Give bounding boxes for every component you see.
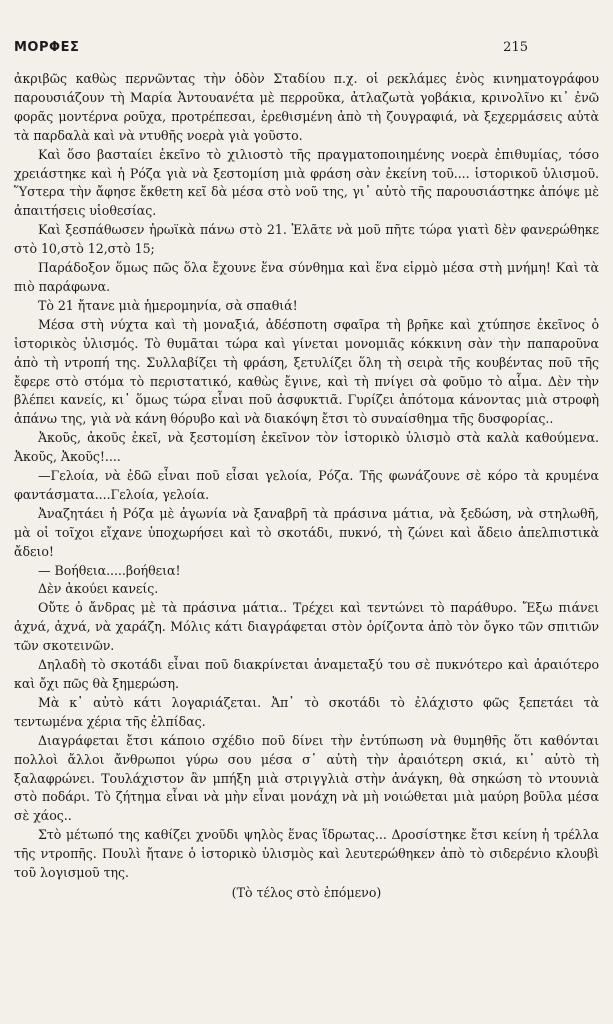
paragraph: — Βοήθεια.....βοήθεια! [38,562,181,578]
paragraph: Ἀναζητάει ἡ Ρόζα μὲ ἀγωνία νὰ ξαναβρῆ τὰ πράσινα μάτια, νὰ ξεδώση, νὰ στηλωθῆ, μὰ οἱ τοῖχοι εἴχανε ὑποχωρήσει καὶ τὸ σκοτάδι, πυκνό, τὴ ζώνει καὶ ἄδειο ἀπελπιστικὰ ἄδειο! [14,505,599,559]
paragraph: Καὶ ξεσπάθωσεν ἡρωϊκὰ πάνω στὸ 21. Ἐλᾶτε νὰ μοῦ πῆτε τώρα γιατὶ δὲν φανερώθηκε στὸ 10,στὸ 12,στὸ 15; [14,222,599,257]
paragraph: Μὰ κ᾽ αὐτὸ κάτι λογαριάζεται. Ἀπ᾽ τὸ σκοτάδι τὸ ἐλάχιστο φῶς ξεπετάει τὰ τεντωμένα χέρια τῆς ἐλπίδας. [14,694,599,729]
paragraph: Ἀκοῦς, ἀκοῦς ἐκεῖ, νὰ ξεστομίση ἐκεῖνον τὸν ἱστορικὸ ὑλισμὸ στὰ καλὰ καθούμενα. Ἀκοῦς, Ἀκοῦς!.... [14,430,599,465]
paragraph: Τὸ 21 ἤτανε μιὰ ἡμερομηνία, σὰ σπαθιά! [38,297,298,313]
paragraph: Διαγράφεται ἔτσι κάποιο σχέδιο ποῦ δίνει τὴν ἐντύπωση νὰ θυμηθῆς ὅτι καθόνται πολλοὶ ἄλλοι ἄνθρωποι γύρω σου μέσα σ᾽ αὐτὴ τὴν ἀραιότερη σκιά, κι᾽ αὐτὸ τὴ ξαλαφρώνει. Τουλάχιστον ἂν μπήξη μιὰ στριγγλιὰ στὴν ἀνάγκη, θὰ σηκώση τὸ ντουνιὰ στὸ ποδάρι. Τὸ ζήτημα εἶναι νὰ μὴν εἶναι μονάχη νὰ μὴ νοιώθεται μιὰ μαύρη βοῦλα μέσα σὲ χάος.. [14,732,599,824]
paragraph: Στὸ μέτωπό της καθίζει χνοῦδι ψηλὸς ἕνας ἵδρωτας... Δροσίστηκε ἔτσι κείνη ἡ τρέλλα τῆς ντροπῆς. Πουλὶ ἤτανε ὁ ἱστορικὸ ὑλισμὸς καὶ λευτερώθηκεν ἀπὸ τὸ σιδερένιο κλουβὶ τοῦ λογισμοῦ της. [14,827,599,881]
paragraph: Παράδοξον ὅμως πῶς ὅλα ἔχουνε ἕνα σύνθημα καὶ ἕνα εἱρμὸ μέσα στὴ μνήμη! Καὶ τὰ πιὸ παράφωνα. [14,260,599,294]
paragraph: Δὲν ἀκούει κανείς. [38,581,159,597]
paragraph: Μέσα στὴ νύχτα καὶ τὴ μοναξιά, ἀδέσποτη σφαῖρα τὴ βρῆκε καὶ χτύπησε ἐκεῖνος ὁ ἱστορικὸς ὑλισμός. Τὸ θυμᾶται τώρα καὶ γίνεται μονομιᾶς κόκκινη σὰν τὴν παπαροῦνα ἀπὸ τὴ ντροπή της. Συλλαβίζει τὴ φράση, ξετυλίζει ὅλη τὴ σειρὰ τῆς κουβέντας ποῦ τῆς ἔφερε στὸ στόμα τὸ περιστατικό, καθὼς ἔγινε, καὶ τὴ πνίγει σὰ φοῦμο τὸ αἷμα. Δὲν τὴν βλέπει κανείς, κι᾽ ὅμως τώρα εἶναι ποῦ ἀσφυκτιᾶ. Γυρίζει ἀπότομα κάνοντας μιὰ στροφὴ ἀπάνω της, γιὰ νὰ κάνη θόρυβο καὶ νὰ διακόψη ἔτσι τὸ συναίσθημα τῆς δυσφορίας.. [14,316,599,427]
paragraph: Καὶ ὅσο βασταίει ἐκεῖνο τὸ χιλιοστὸ τῆς πραγματοποιημένης νοερὰ ἐπιθυμίας, τόσο χρειάστηκε καὶ ἡ Ρόζα γιὰ νὰ ξεστομίση μιὰ φράση σὰν ἐκείνη τοῦ.... ἱστορικοῦ ὑλισμοῦ. Ὕστερα τὴν ἄφησε ἔκθετη κεῖ δὰ μέσα στὸ νοῦ της, γι᾽ αὐτὸ τῆς παρουσιάστηκε ἀπόψε μὲ ἀπαιτήσεις υἱοθεσίας. [14,146,599,219]
journal-title: ΜΟΡΦΕΣ [14,40,80,55]
article-body [14,70,599,883]
continuation-note: (Τὸ τέλος στὸ ἑπόμενο) [231,885,382,900]
page-header [14,40,599,62]
page-number: 215 [503,40,528,55]
paragraph: —Γελοία, νὰ ἐδῶ εἶναι ποῦ εἶσαι γελοία, Ρόζα. Τῆς φωνάζουνε σὲ κόρο τὰ κρυμένα φαντάσματα....Γελοία, γελοία. [14,468,599,502]
paragraph: Δηλαδὴ τὸ σκοτάδι εἶναι ποῦ διακρίνεται ἀναμεταξύ του σὲ πυκνότερο καὶ ἀραιότερο καὶ ὄχι πῶς θὰ ξημερώση. [14,657,599,691]
paragraph: ἀκριβῶς καθὼς περνῶντας τὴν ὁδὸν Σταδίου π.χ. οἱ ρεκλάμες ἑνὸς κινηματογράφου παρουσιάζουν τὴ Μαρία Ἀντουανέτα μὲ περροῦκα, ἀτλαζωτὰ γοβάκια, κρινολῖνο κι᾽ ἐνῶ φορᾶς μοντέρνα ροῦχα, προτρέπεσαι, ἐρεθισμένη ἀπὸ τὴ ζουγραφιά, νὰ ξεχερμάσεις αὐτὰ τὰ παρδαλὰ καὶ νὰ ντυθῆς νοερὰ γιὰ γοῦστο. [14,71,599,143]
paragraph: Οὔτε ὁ ἄνδρας μὲ τὰ πράσινα μάτια.. Τρέχει καὶ τεντώνει τὸ παράθυρο. Ἔξω πιάνει ἀχνά, ἀχνά, νὰ χαράζη. Μόλις κάτι διαγράφεται στὸν ὁρίζοντα ἀπὸ τὸν ὄγκο τῶν σπιτιῶν τῶν σκοτεινῶν. [14,600,599,654]
